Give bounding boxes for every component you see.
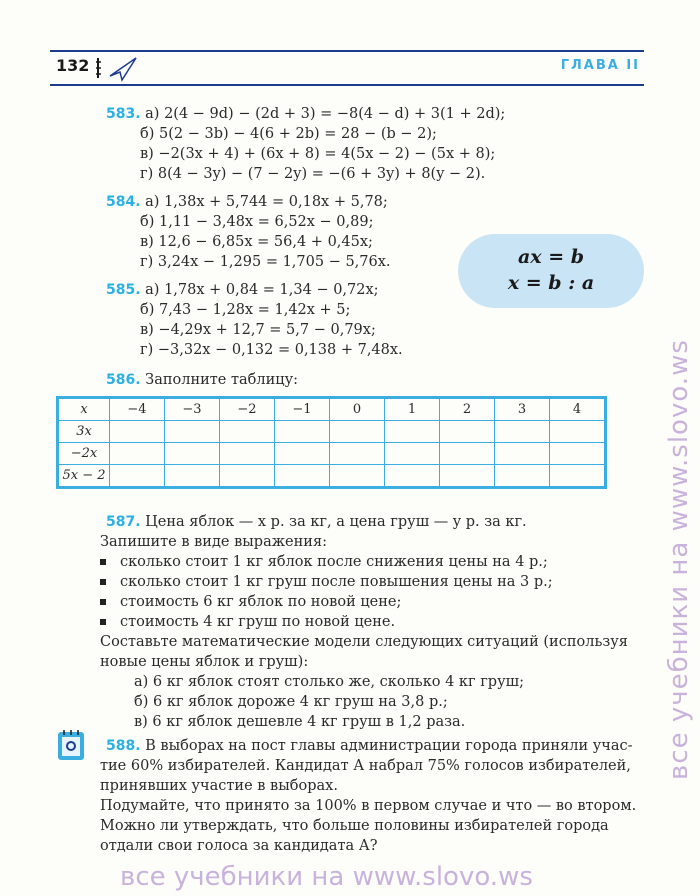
ex587-c: в) 6 кг яблок дешевле 4 кг груш в 1,2 раза. <box>134 714 466 730</box>
ex585-d: г) −3,32x − 0,132 = 0,138 + 7,48x. <box>140 342 403 358</box>
ex584-a: 584. а) 1,38x + 5,744 = 0,18x + 5,78; <box>106 194 388 210</box>
ex585-b: б) 7,43 − 1,28x = 1,42x + 5; <box>140 302 351 318</box>
exercise-number: 584. <box>106 194 141 210</box>
ex584-c: в) 12,6 − 6,85x = 56,4 + 0,45x; <box>140 234 373 250</box>
table-cell: −1 <box>275 398 330 421</box>
table-cell: −2x <box>58 443 110 465</box>
exercise-number: 587. <box>106 514 141 530</box>
ex587-line: новые цены яблок и груш): <box>100 654 309 670</box>
paper-plane-icon <box>96 54 140 82</box>
bullet-icon <box>100 599 106 605</box>
ex588-line: отдали свои голоса за кандидата А? <box>100 838 378 854</box>
table-cell: 2 <box>440 398 495 421</box>
table-cell: 4 <box>550 398 606 421</box>
ex587-a: а) 6 кг яблок стоят столько же, сколько 4 кг груш; <box>134 674 524 690</box>
table-row <box>58 421 606 443</box>
exercise-number: 583. <box>106 106 141 122</box>
ex587-bullet: сколько стоит 1 кг яблок после снижения цены на 4 р.; <box>100 552 548 572</box>
bullet-icon <box>100 619 106 625</box>
ex585-c: в) −4,29x + 12,7 = 5,7 − 0,79x; <box>140 322 376 338</box>
exercise-number: 585. <box>106 282 141 298</box>
ex586-title: 586. Заполните таблицу: <box>106 372 298 388</box>
ex585-a: 585. а) 1,78x + 0,84 = 1,34 − 0,72x; <box>106 282 379 298</box>
ex588-line: тие 60% избирателей. Кандидат А набрал 75% голосов избирателей, <box>100 758 631 774</box>
chapter-title: ГЛАВА II <box>560 58 640 73</box>
ex583-c: в) −2(3x + 4) + (6x + 8) = 4(5x − 2) − (5x + 8); <box>140 146 496 162</box>
ex583-b: б) 5(2 − 3b) − 4(6 + 2b) = 28 − (b − 2); <box>140 126 437 142</box>
ex583-a: 583. а) 2(4 − 9d) − (2d + 3) = −8(4 − d) + 3(1 + 2d); <box>106 106 506 122</box>
formula-line-1: ax = b <box>517 246 585 268</box>
ex584-b: б) 1,11 − 3,48x = 6,52x − 0,89; <box>140 214 374 230</box>
ex587-bullet: стоимость 6 кг яблок по новой цене; <box>100 592 401 612</box>
ex584-d: г) 3,24x − 1,295 = 1,705 − 5,76x. <box>140 254 391 270</box>
ex587-bullet: стоимость 4 кг груш по новой цене. <box>100 612 395 632</box>
page-number: 132 <box>56 56 90 75</box>
formula-box <box>458 234 644 308</box>
ex588-line: Можно ли утверждать, что больше половины избирателей города <box>100 818 609 834</box>
watermark-vertical: все учебники на www.slovo.ws <box>664 339 694 780</box>
bullet-icon <box>100 579 106 585</box>
table-cell: −3 <box>165 398 220 421</box>
table-cell: 5x − 2 <box>58 465 110 488</box>
ex583-d: г) 8(4 − 3y) − (7 − 2y) = −(6 + 3y) + 8(y − 2). <box>140 166 486 182</box>
table-cell: 3 <box>495 398 550 421</box>
table-cell: 0 <box>330 398 385 421</box>
table-cell: −4 <box>110 398 165 421</box>
table-cell: −2 <box>220 398 275 421</box>
bullet-icon <box>100 559 106 565</box>
ex587-line: Составьте математические модели следующих ситуаций (используя <box>100 634 628 650</box>
ex587-bullet: сколько стоит 1 кг груш после повышения цены на 3 р.; <box>100 572 553 592</box>
watermark-bottom: все учебники на www.slovo.ws <box>120 862 533 892</box>
value-table <box>56 396 607 489</box>
table-header-row <box>58 398 606 421</box>
ex587-b: б) 6 кг яблок дороже 4 кг груш на 3,8 р.; <box>134 694 448 710</box>
table-row <box>58 465 606 488</box>
table-cell: 1 <box>385 398 440 421</box>
formula-line-2: x = b : a <box>507 272 595 294</box>
ex588-line: 588. В выборах на пост главы администрации города приняли учас- <box>106 738 633 754</box>
table-cell: x <box>58 398 110 421</box>
notebook-icon <box>56 728 86 762</box>
ex587-line: Запишите в виде выражения: <box>100 534 327 550</box>
ex588-line: принявших участие в выборах. <box>100 778 338 794</box>
ex588-line: Подумайте, что принято за 100% в первом случае и что — во втором. <box>100 798 637 814</box>
ex587-intro: 587. Цена яблок — x р. за кг, а цена груш — y р. за кг. <box>106 514 527 530</box>
exercise-number: 586. <box>106 372 141 388</box>
table-cell: 3x <box>58 421 110 443</box>
table-row <box>58 443 606 465</box>
exercise-number: 588. <box>106 738 141 754</box>
